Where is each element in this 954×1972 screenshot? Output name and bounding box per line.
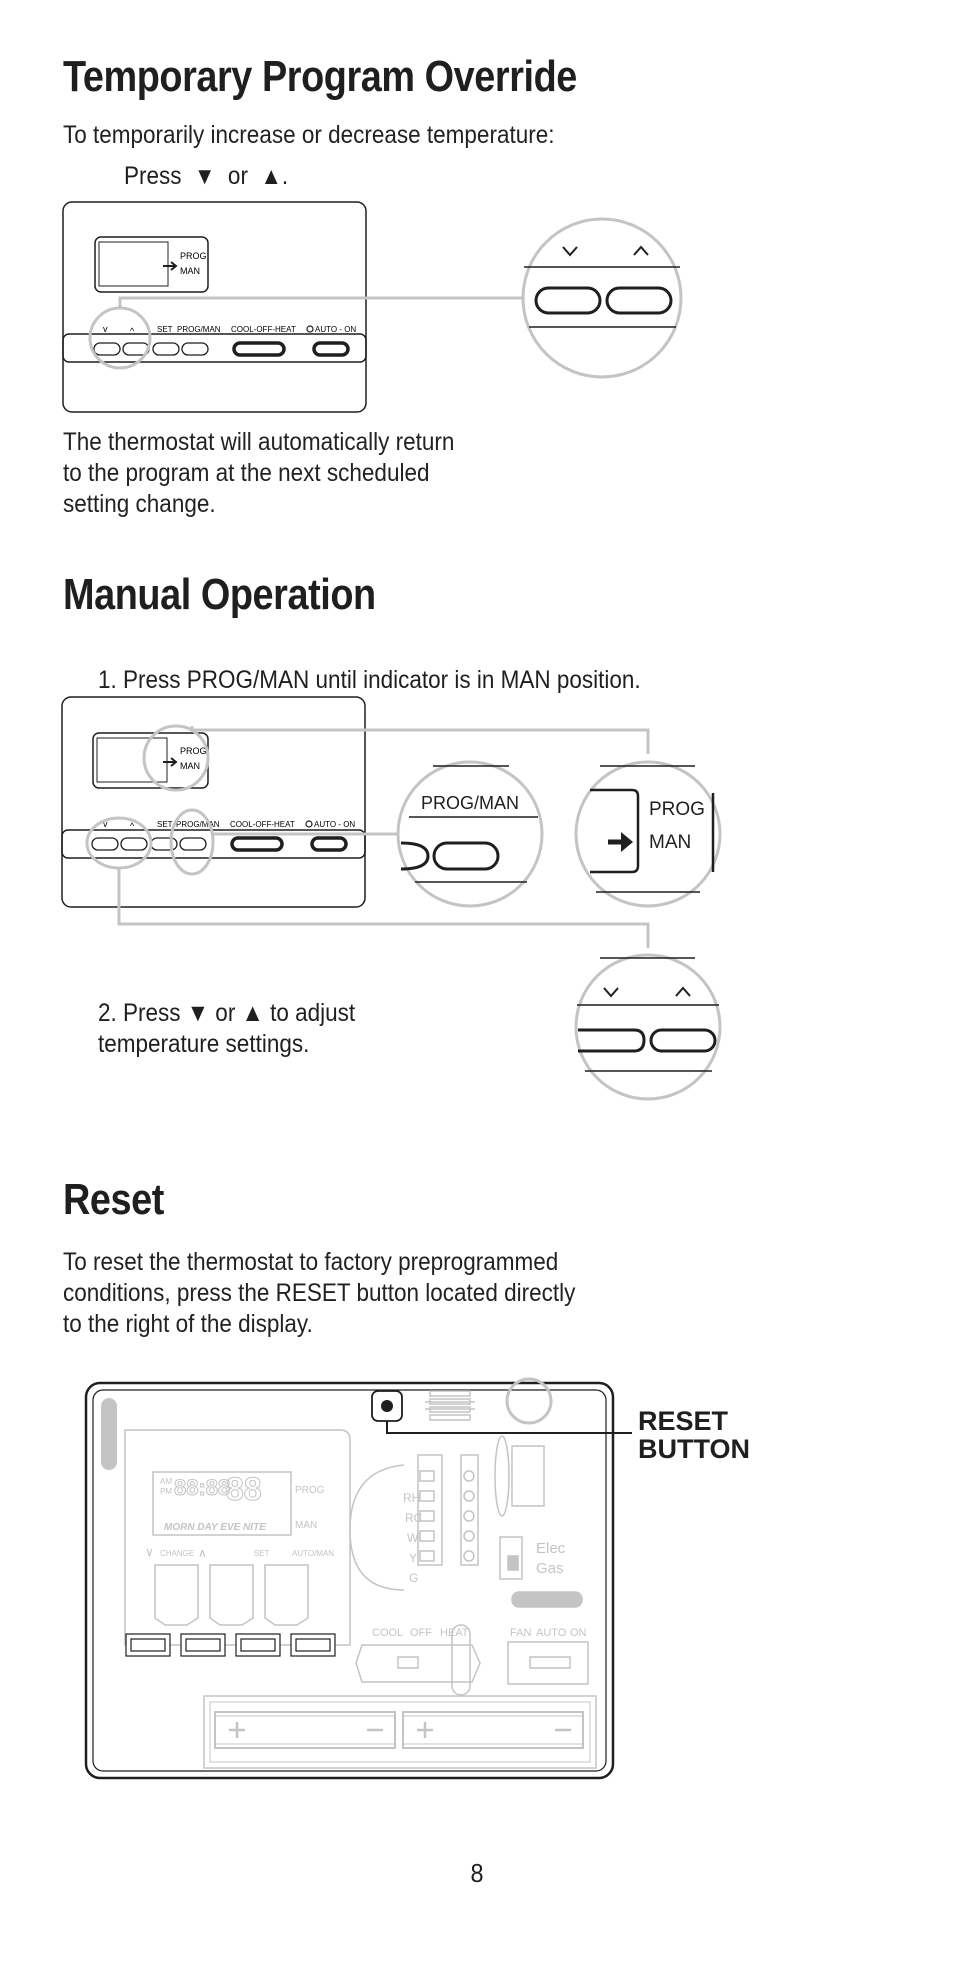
manual-step-2: 2. Press ▼ or ▲ to adjust temperature settings. (98, 999, 356, 1058)
down-button[interactable] (92, 838, 118, 850)
up-button[interactable] (121, 838, 147, 850)
auto-on-label: AUTO - ON (314, 820, 356, 829)
zoom-up-down-buttons (576, 955, 720, 1099)
down-arrow-icon: ▼ (194, 163, 216, 190)
terminal-w: W (407, 1531, 419, 1545)
man-label: MAN (180, 266, 200, 276)
plus-icon (417, 1722, 433, 1738)
zoom-prog-label: PROG (649, 799, 705, 820)
fan-label: FAN (510, 1627, 532, 1639)
prog-label: PROG (180, 746, 207, 756)
press-word: Press (124, 162, 182, 190)
board-prog-label: PROG (295, 1485, 325, 1496)
man-label: MAN (180, 761, 200, 771)
arrow-icon (163, 758, 176, 766)
zoom-man-label: MAN (649, 832, 692, 853)
time-digits: 88:88 (174, 1475, 231, 1500)
cool-label: COOL (372, 1627, 404, 1639)
set-button[interactable] (153, 343, 179, 355)
prog-man-button[interactable] (182, 343, 208, 355)
down-button[interactable] (94, 343, 120, 355)
terminal-y: Y (409, 1551, 418, 1565)
lcd-display (95, 237, 208, 292)
set-label: SET (157, 325, 173, 334)
or-word: or (227, 162, 248, 190)
off-label: OFF (410, 1627, 432, 1639)
gas-label: Gas (536, 1560, 564, 1577)
am-label: AM (160, 1477, 172, 1486)
battery-compartment (204, 1696, 596, 1768)
reset-button[interactable] (372, 1391, 402, 1421)
up-arrow-icon: ▲ (260, 163, 282, 190)
override-note: The thermostat will automatically return to the program at the next scheduled setting change. (63, 428, 455, 518)
zoom-up-down-buttons (523, 219, 681, 377)
up-chevron-label: ^ (130, 326, 135, 336)
down-chevron-label: v (103, 819, 108, 829)
manual-title: Manual Operation (63, 570, 376, 619)
prog-man-button[interactable] (180, 838, 206, 850)
indicator-highlight (144, 726, 208, 790)
prog-label: PROG (180, 251, 207, 261)
down-chevron-label: v (103, 324, 108, 334)
page-number: 8 (470, 1858, 484, 1888)
terminal-rc: RC (405, 1511, 423, 1525)
set-button[interactable] (151, 838, 177, 850)
reset-callout-line2: BUTTON (638, 1434, 750, 1464)
heat-label: HEAT (440, 1627, 469, 1639)
zoom-prog-man-button (398, 762, 542, 906)
terminal-g: G (409, 1571, 419, 1585)
override-intro: To temporarily increase or decrease temperature: (63, 121, 555, 149)
cool-off-heat-label: COOL-OFF-HEAT (231, 325, 296, 334)
board-set-label: SET (254, 1549, 270, 1558)
cool-off-heat-label: COOL-OFF-HEAT (230, 820, 295, 829)
reset-text: To reset the thermostat to factory preprogrammed conditions, press the RESET button located directly to the right of the display. (63, 1248, 576, 1338)
reset-callout-line (387, 1421, 632, 1433)
arrow-icon (163, 262, 176, 270)
auto-on-label: AUTO - ON (315, 325, 357, 334)
fan-switch[interactable] (312, 838, 346, 850)
svg-text:∨: ∨ (145, 1545, 154, 1559)
terminal-rh: RH (403, 1491, 421, 1505)
keypad-legs (155, 1565, 308, 1625)
auto-man-label: AUTO/MAN (292, 1549, 335, 1558)
board-man-label: MAN (295, 1520, 318, 1531)
fan-switch[interactable] (314, 343, 348, 355)
cool-off-heat-switch[interactable] (232, 838, 282, 850)
zoom-mode-indicator (576, 762, 720, 906)
reset-callout-line1: RESET (638, 1406, 729, 1436)
highlight-circle (90, 308, 150, 368)
elec-label: Elec (536, 1540, 566, 1557)
up-chevron-label: ^ (130, 821, 135, 831)
board-components (350, 1379, 588, 1695)
manual-step-1: 1. Press PROG/MAN until indicator is in MAN position. (98, 666, 641, 694)
override-press-line: Press ▼ or ▲. (124, 162, 289, 190)
cool-off-heat-switch[interactable] (234, 343, 284, 355)
day-period-labels: MORN DAY EVE NITE (164, 1522, 266, 1533)
zoom-prog-man-label: PROG/MAN (420, 793, 520, 813)
prog-man-label: PROG/MAN (177, 325, 221, 334)
reset-diagram (0, 1370, 954, 1790)
prog-man-label: PROG/MAN (176, 820, 220, 829)
pm-label: PM (160, 1487, 172, 1496)
fan-icon (307, 326, 313, 332)
set-label: SET (157, 820, 173, 829)
fan-icon (306, 821, 312, 827)
override-diagram (0, 195, 954, 425)
plus-icon (229, 1722, 245, 1738)
reset-title: Reset (63, 1175, 164, 1224)
on-label: ON (570, 1627, 587, 1639)
auto-label: AUTO (536, 1627, 567, 1639)
change-label: CHANGE (160, 1549, 195, 1558)
temp-digits: 88 (226, 1471, 262, 1507)
svg-text:∧: ∧ (198, 1546, 207, 1560)
override-title: Temporary Program Override (63, 52, 577, 101)
